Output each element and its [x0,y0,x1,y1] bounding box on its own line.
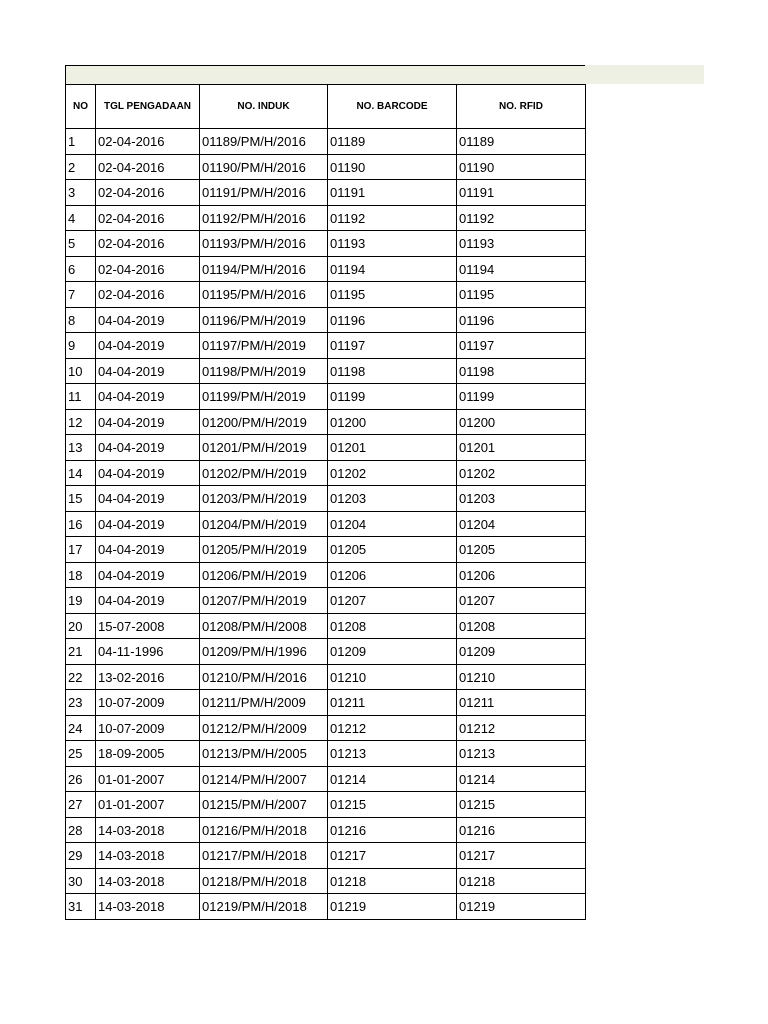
cell-no-barcode: 01208 [328,613,457,639]
cell-tgl-pengadaan: 13-02-2016 [96,664,200,690]
cell-no-barcode: 01219 [328,894,457,920]
cell-tgl-pengadaan: 02-04-2016 [96,256,200,282]
cell-tgl-pengadaan: 14-03-2018 [96,868,200,894]
cell-no-barcode: 01190 [328,154,457,180]
cell-no: 2 [66,154,96,180]
table-row [66,511,586,537]
cell-no: 20 [66,613,96,639]
table-row [66,664,586,690]
cell-tgl-pengadaan: 04-04-2019 [96,409,200,435]
cell-tgl-pengadaan: 02-04-2016 [96,180,200,206]
header-tgl-pengadaan: TGL PENGADAAN [96,85,200,129]
cell-tgl-pengadaan: 04-11-1996 [96,639,200,665]
header-no-barcode: NO. BARCODE [328,85,457,129]
cell-no-rfid: 01193 [457,231,586,257]
cell-no-induk: 01196/PM/H/2019 [200,307,328,333]
cell-tgl-pengadaan: 14-03-2018 [96,894,200,920]
cell-no: 5 [66,231,96,257]
table-row [66,613,586,639]
cell-no-rfid: 01218 [457,868,586,894]
cell-no-rfid: 01209 [457,639,586,665]
cell-tgl-pengadaan: 01-01-2007 [96,766,200,792]
cell-no-rfid: 01201 [457,435,586,461]
cell-no: 1 [66,129,96,155]
table-row [66,562,586,588]
cell-no-induk: 01189/PM/H/2016 [200,129,328,155]
cell-no-induk: 01211/PM/H/2009 [200,690,328,716]
table-row [66,129,586,155]
cell-no-rfid: 01205 [457,537,586,563]
cell-no-rfid: 01204 [457,511,586,537]
cell-no-barcode: 01207 [328,588,457,614]
cell-no-barcode: 01213 [328,741,457,767]
table-row [66,690,586,716]
cell-no-barcode: 01195 [328,282,457,308]
cell-no-induk: 01204/PM/H/2019 [200,511,328,537]
cell-no-rfid: 01210 [457,664,586,690]
cell-tgl-pengadaan: 02-04-2016 [96,231,200,257]
cell-no-barcode: 01202 [328,460,457,486]
cell-no: 18 [66,562,96,588]
cell-no-barcode: 01198 [328,358,457,384]
table-row [66,180,586,206]
header-no-induk: NO. INDUK [200,85,328,129]
table-row [66,205,586,231]
cell-no-induk: 01202/PM/H/2019 [200,460,328,486]
cell-no-rfid: 01196 [457,307,586,333]
table-row [66,333,586,359]
table-row [66,868,586,894]
table-row [66,435,586,461]
cell-no-induk: 01207/PM/H/2019 [200,588,328,614]
cell-no-barcode: 01205 [328,537,457,563]
cell-no-rfid: 01212 [457,715,586,741]
table-row [66,537,586,563]
cell-tgl-pengadaan: 02-04-2016 [96,205,200,231]
cell-no-induk: 01192/PM/H/2016 [200,205,328,231]
cell-no: 9 [66,333,96,359]
table-row [66,256,586,282]
cell-no-induk: 01213/PM/H/2005 [200,741,328,767]
cell-tgl-pengadaan: 04-04-2019 [96,562,200,588]
table-row [66,843,586,869]
cell-no-barcode: 01211 [328,690,457,716]
cell-tgl-pengadaan: 14-03-2018 [96,817,200,843]
cell-no-barcode: 01214 [328,766,457,792]
cell-no: 28 [66,817,96,843]
table-row [66,715,586,741]
table-row [66,817,586,843]
cell-no: 8 [66,307,96,333]
cell-no-rfid: 01200 [457,409,586,435]
cell-tgl-pengadaan: 04-04-2019 [96,511,200,537]
cell-tgl-pengadaan: 15-07-2008 [96,613,200,639]
table-row [66,766,586,792]
cell-no-barcode: 01206 [328,562,457,588]
cell-no-barcode: 01196 [328,307,457,333]
cell-no-barcode: 01203 [328,486,457,512]
cell-no-rfid: 01213 [457,741,586,767]
cell-no-induk: 01200/PM/H/2019 [200,409,328,435]
table-row [66,307,586,333]
cell-no-barcode: 01217 [328,843,457,869]
header-no-rfid: NO. RFID [457,85,586,129]
cell-no-induk: 01201/PM/H/2019 [200,435,328,461]
cell-no-induk: 01219/PM/H/2018 [200,894,328,920]
cell-no: 15 [66,486,96,512]
cell-no-barcode: 01210 [328,664,457,690]
table-row [66,588,586,614]
cell-no-induk: 01215/PM/H/2007 [200,792,328,818]
cell-tgl-pengadaan: 04-04-2019 [96,333,200,359]
table-row [66,460,586,486]
cell-no-induk: 01193/PM/H/2016 [200,231,328,257]
cell-no-induk: 01210/PM/H/2016 [200,664,328,690]
cell-no: 23 [66,690,96,716]
cell-no-barcode: 01212 [328,715,457,741]
cell-no-rfid: 01203 [457,486,586,512]
table-row [66,486,586,512]
cell-no: 4 [66,205,96,231]
cell-no: 26 [66,766,96,792]
cell-no-rfid: 01211 [457,690,586,716]
cell-tgl-pengadaan: 01-01-2007 [96,792,200,818]
cell-no: 17 [66,537,96,563]
cell-no-barcode: 01189 [328,129,457,155]
cell-no: 29 [66,843,96,869]
cell-no-rfid: 01197 [457,333,586,359]
title-band [66,65,704,84]
header-no: NO [66,85,96,129]
table-row [66,282,586,308]
cell-no-induk: 01194/PM/H/2016 [200,256,328,282]
cell-no-induk: 01191/PM/H/2016 [200,180,328,206]
table-row [66,792,586,818]
cell-no: 19 [66,588,96,614]
cell-no-rfid: 01207 [457,588,586,614]
cell-no: 30 [66,868,96,894]
cell-no: 10 [66,358,96,384]
cell-no-barcode: 01216 [328,817,457,843]
cell-no-induk: 01216/PM/H/2018 [200,817,328,843]
cell-no-induk: 01217/PM/H/2018 [200,843,328,869]
cell-no-induk: 01218/PM/H/2018 [200,868,328,894]
cell-tgl-pengadaan: 04-04-2019 [96,588,200,614]
cell-no-barcode: 01199 [328,384,457,410]
cell-no-rfid: 01217 [457,843,586,869]
cell-no-rfid: 01198 [457,358,586,384]
cell-no-barcode: 01197 [328,333,457,359]
cell-tgl-pengadaan: 02-04-2016 [96,282,200,308]
table-row [66,894,586,920]
cell-no-rfid: 01195 [457,282,586,308]
cell-no-rfid: 01199 [457,384,586,410]
table-row [66,409,586,435]
cell-no-rfid: 01208 [457,613,586,639]
cell-tgl-pengadaan: 04-04-2019 [96,435,200,461]
cell-no-induk: 01195/PM/H/2016 [200,282,328,308]
title-band-left-border [65,65,66,84]
cell-no-rfid: 01194 [457,256,586,282]
cell-no-rfid: 01202 [457,460,586,486]
cell-tgl-pengadaan: 18-09-2005 [96,741,200,767]
cell-no-induk: 01203/PM/H/2019 [200,486,328,512]
cell-no: 11 [66,384,96,410]
cell-no-barcode: 01201 [328,435,457,461]
cell-no-induk: 01206/PM/H/2019 [200,562,328,588]
cell-no: 6 [66,256,96,282]
cell-no-induk: 01198/PM/H/2019 [200,358,328,384]
cell-tgl-pengadaan: 10-07-2009 [96,690,200,716]
cell-no: 27 [66,792,96,818]
cell-no: 21 [66,639,96,665]
cell-no-induk: 01197/PM/H/2019 [200,333,328,359]
cell-no-rfid: 01215 [457,792,586,818]
table-row [66,741,586,767]
cell-no-induk: 01212/PM/H/2009 [200,715,328,741]
cell-no-rfid: 01191 [457,180,586,206]
table-row [66,358,586,384]
cell-no: 13 [66,435,96,461]
cell-no-rfid: 01206 [457,562,586,588]
cell-no: 31 [66,894,96,920]
cell-no: 24 [66,715,96,741]
cell-no-rfid: 01190 [457,154,586,180]
cell-no: 16 [66,511,96,537]
table-row [66,639,586,665]
cell-no: 3 [66,180,96,206]
cell-no: 22 [66,664,96,690]
inventory-table [65,84,586,920]
cell-no-rfid: 01189 [457,129,586,155]
cell-no-barcode: 01204 [328,511,457,537]
cell-no-barcode: 01194 [328,256,457,282]
cell-tgl-pengadaan: 02-04-2016 [96,154,200,180]
cell-no-barcode: 01191 [328,180,457,206]
cell-tgl-pengadaan: 02-04-2016 [96,129,200,155]
cell-no-barcode: 01192 [328,205,457,231]
cell-no-rfid: 01216 [457,817,586,843]
cell-no: 12 [66,409,96,435]
cell-tgl-pengadaan: 10-07-2009 [96,715,200,741]
cell-tgl-pengadaan: 04-04-2019 [96,358,200,384]
cell-no-induk: 01209/PM/H/1996 [200,639,328,665]
cell-no-induk: 01205/PM/H/2019 [200,537,328,563]
cell-no-rfid: 01214 [457,766,586,792]
cell-tgl-pengadaan: 04-04-2019 [96,537,200,563]
cell-no-induk: 01208/PM/H/2008 [200,613,328,639]
header-row [66,85,586,129]
cell-tgl-pengadaan: 04-04-2019 [96,384,200,410]
table-body [66,129,586,920]
cell-no-barcode: 01200 [328,409,457,435]
cell-no-induk: 01190/PM/H/2016 [200,154,328,180]
cell-no-barcode: 01193 [328,231,457,257]
cell-tgl-pengadaan: 04-04-2019 [96,460,200,486]
title-band-border [65,65,585,66]
cell-no: 14 [66,460,96,486]
cell-no-barcode: 01209 [328,639,457,665]
cell-no-barcode: 01215 [328,792,457,818]
cell-no-induk: 01199/PM/H/2019 [200,384,328,410]
cell-no: 7 [66,282,96,308]
cell-tgl-pengadaan: 04-04-2019 [96,307,200,333]
cell-tgl-pengadaan: 04-04-2019 [96,486,200,512]
cell-tgl-pengadaan: 14-03-2018 [96,843,200,869]
cell-no-rfid: 01192 [457,205,586,231]
table-row [66,384,586,410]
table-row [66,231,586,257]
cell-no-induk: 01214/PM/H/2007 [200,766,328,792]
cell-no: 25 [66,741,96,767]
cell-no-rfid: 01219 [457,894,586,920]
cell-no-barcode: 01218 [328,868,457,894]
table-row [66,154,586,180]
